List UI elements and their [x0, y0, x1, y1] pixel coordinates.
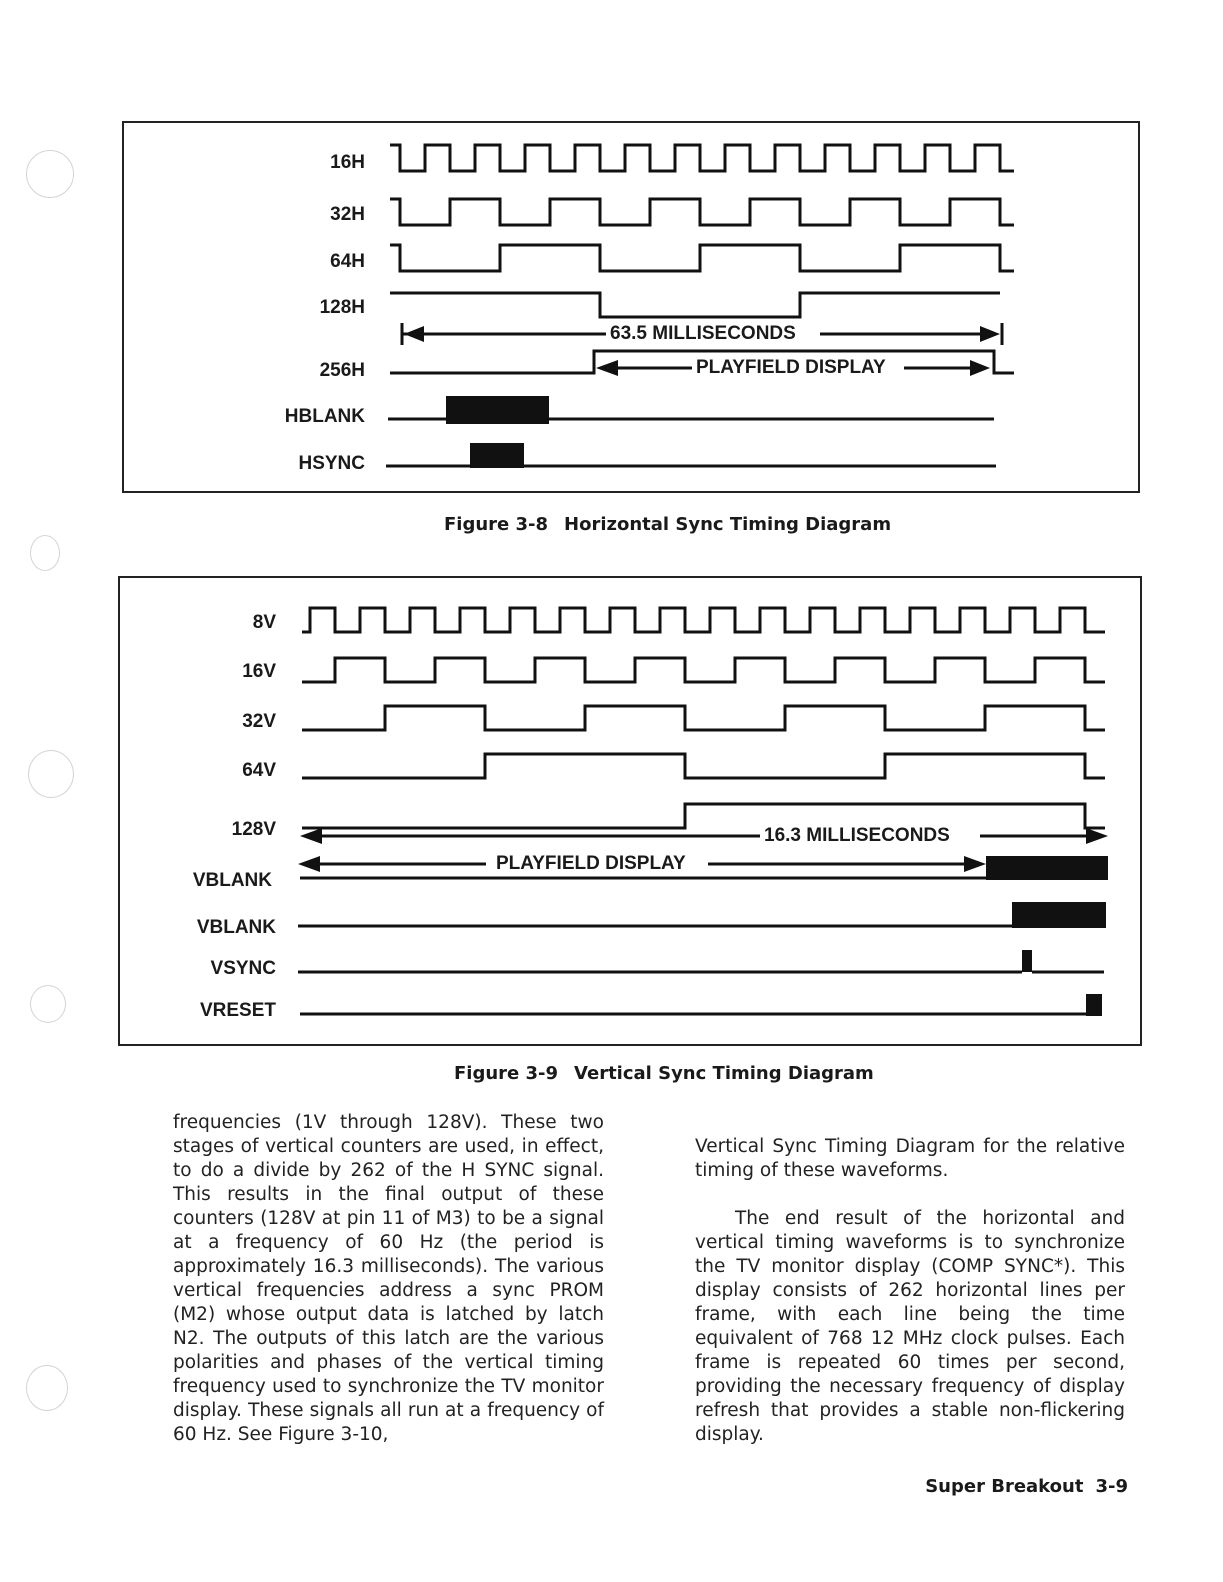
- binder-hole: [30, 535, 60, 571]
- signal-label-16H: 16H: [330, 152, 365, 173]
- page-number: 3-9: [1095, 1476, 1128, 1497]
- waveform-8V: [302, 608, 1105, 632]
- arrowhead-right: [1086, 828, 1108, 844]
- caption-title: Vertical Sync Timing Diagram: [574, 1063, 874, 1084]
- signal-label-HBLANK: HBLANK: [284, 406, 365, 427]
- signal-label-128V: 128V: [231, 819, 276, 840]
- signal-label-64H: 64H: [330, 251, 365, 272]
- playfield-annotation: PLAYFIELD DISPLAY: [492, 853, 690, 875]
- horizontal-waveforms: [124, 123, 1138, 491]
- hsync-pulse: [470, 443, 524, 468]
- binder-hole: [26, 150, 74, 198]
- arrowhead-left: [404, 326, 424, 342]
- paragraph: The end result of the horizontal and vertical timing waveforms is to synchronize the TV monitor display (COMP SYNC*). This display consists of 262 horizontal lines per frame, with each line being the time equivalent of 768 12 MHz clock pulses. Each frame is repeated 60 times per second, providing the necessary frequency of display refresh that provides a stable non-flickering display.: [695, 1208, 1125, 1445]
- waveform-64V: [302, 754, 1105, 778]
- playfield-annotation: PLAYFIELD DISPLAY: [692, 357, 890, 379]
- waveform-64H: [390, 245, 1014, 271]
- signal-label-VBLANK-2: VBLANK: [196, 917, 276, 938]
- signal-label-VRESET: VRESET: [199, 1000, 276, 1021]
- caption-number: Figure 3-9: [454, 1063, 559, 1084]
- vblank-2-pulse: [1012, 902, 1106, 928]
- caption-number: Figure 3-8: [444, 514, 549, 535]
- waveform-32H: [390, 199, 1014, 225]
- binder-hole: [26, 1365, 68, 1411]
- signal-label-128H: 128H: [319, 297, 365, 318]
- signal-label-256H: 256H: [319, 360, 365, 381]
- page-footer: [925, 1476, 1128, 1497]
- signal-label-VBLANK-1: VBLANK: [192, 870, 272, 891]
- arrowhead-left: [300, 828, 322, 844]
- signal-label-8V: 8V: [252, 612, 276, 633]
- binder-hole: [28, 750, 74, 798]
- vsync-pulse: [1022, 950, 1032, 972]
- arrowhead-right: [980, 326, 1000, 342]
- vreset-pulse: [1086, 994, 1102, 1016]
- signal-label-32V: 32V: [242, 711, 276, 732]
- paragraph: frequencies (1V through 128V). These two stages of vertical counters are used, in effect, to do a divide by 262 of the H SYNC signal. This results in the final output of these counters (128V at pin 11 of M3) to be a signal at a frequency of 60 Hz (the period is approximately 16.3 milliseconds). The various vertical frequencies address a sync PROM (M2) whose output data is latched by latch N2. The outputs of this latch are the various polarities and phases of the vertical timing frequency used to synchronize the TV monitor display. These signals all run at a frequency of 60 Hz. See Figure 3-10,: [173, 1112, 604, 1445]
- figure-3-9-caption: [454, 1063, 874, 1084]
- horizontal-timing-diagram: [122, 121, 1140, 493]
- period-annotation: 63.5 MILLISECONDS: [606, 323, 800, 345]
- signal-label-32H: 32H: [330, 204, 365, 225]
- binder-hole: [30, 985, 66, 1023]
- signal-label-HSYNC: HSYNC: [298, 453, 365, 474]
- right-column: [695, 1135, 1125, 1471]
- vblank-1-pulse: [986, 856, 1108, 880]
- figure-3-8-caption: [444, 514, 891, 535]
- left-column: [173, 1111, 604, 1471]
- arrowhead-right: [970, 360, 990, 376]
- arrowhead-left: [298, 856, 320, 872]
- waveform-128V: [302, 804, 1105, 828]
- paragraph: Vertical Sync Timing Diagram for the relative timing of these waveforms.: [695, 1136, 1125, 1181]
- caption-title: Horizontal Sync Timing Diagram: [564, 514, 892, 535]
- waveform-128H: [390, 293, 1000, 317]
- period-annotation: 16.3 MILLISECONDS: [760, 825, 954, 847]
- signal-label-VSYNC: VSYNC: [210, 958, 276, 979]
- vertical-timing-diagram: [118, 576, 1142, 1046]
- arrowhead-right: [964, 856, 986, 872]
- hblank-pulse: [446, 396, 549, 424]
- waveform-16V: [302, 658, 1105, 682]
- waveform-16H: [390, 145, 1014, 171]
- arrowhead-left: [596, 360, 618, 376]
- signal-label-64V: 64V: [242, 760, 276, 781]
- waveform-32V: [302, 706, 1105, 730]
- signal-label-16V: 16V: [242, 661, 276, 682]
- footer-title: Super Breakout: [925, 1476, 1084, 1497]
